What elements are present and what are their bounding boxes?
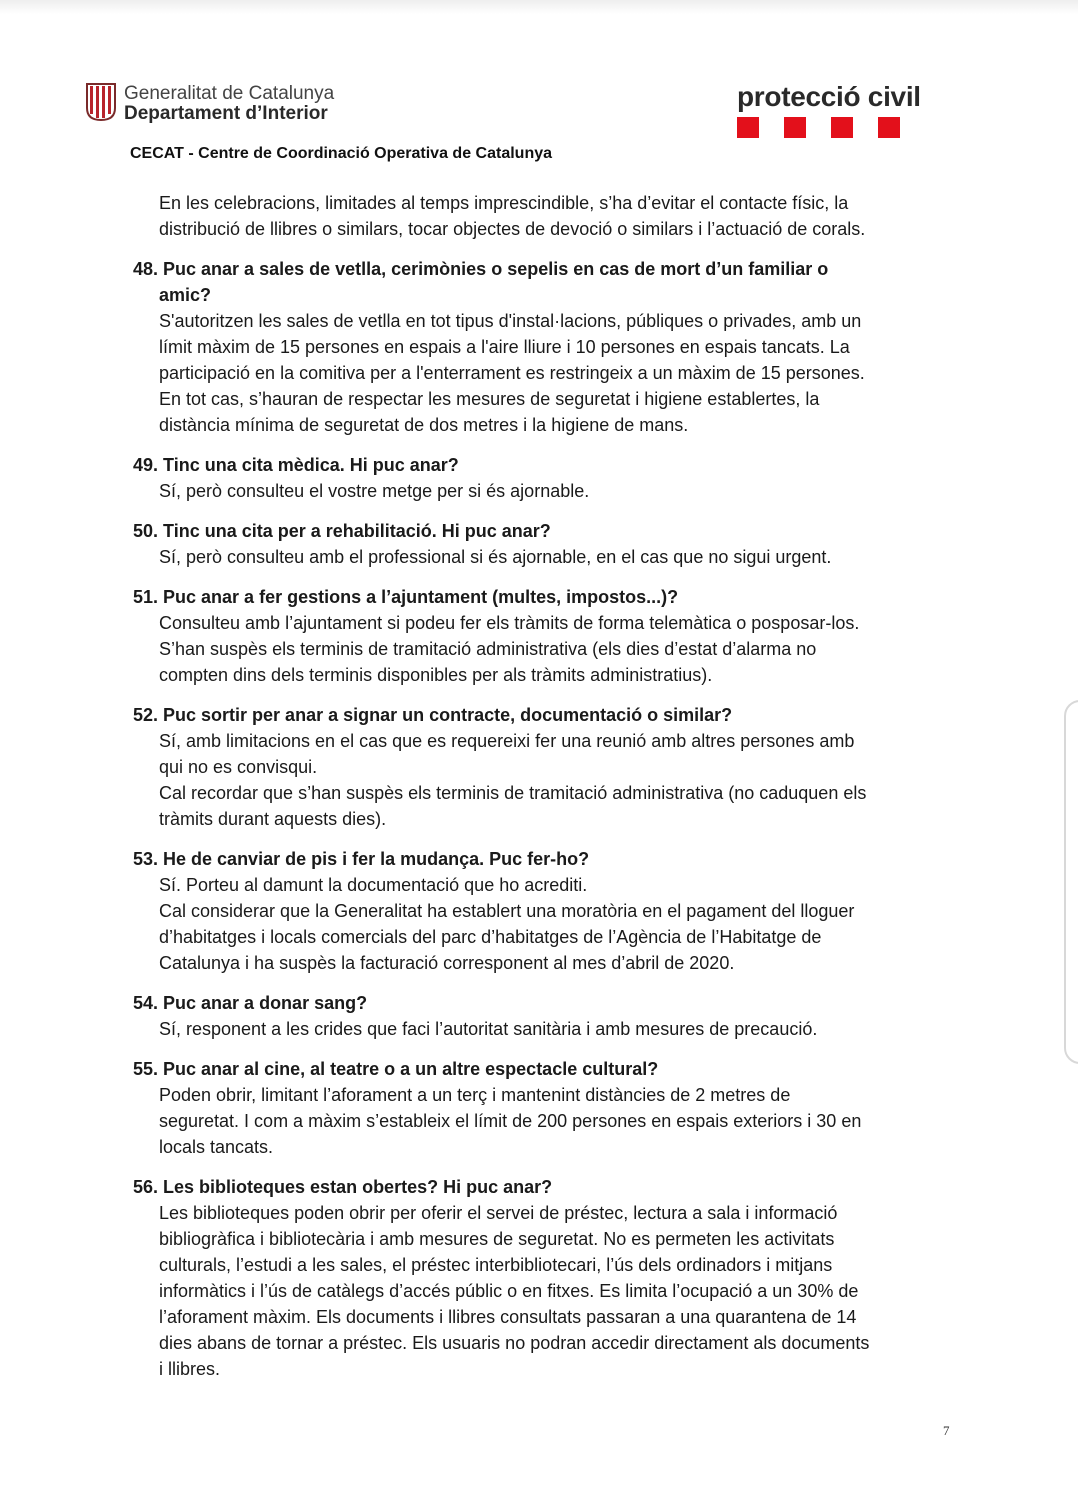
red-squares-icon [737,117,925,138]
text-line: Sí, però consulteu amb el professional si és ajornable, en el cas que no sigui urgent. [159,547,832,567]
text-line: informàtics i l’ús de catàlegs d’accés públic o en fitxes. Es limita l’ocupació a un 30% de [159,1281,859,1301]
faq-answer [133,308,963,438]
faq-question [133,702,963,728]
text-line: Poden obrir, limitant l’aforament a un terç i mantenint distàncies de 2 metres de [159,1085,791,1105]
text-line: d’habitatges i locals comercials del parc d’habitatges de l’Agència de l’Habitatge de [159,927,822,947]
faq-question [133,584,963,610]
faq-answer [133,1016,963,1042]
text-line: S’han suspès els terminis de tramitació administrativa (els dies d’estat d’alarma no [159,639,817,659]
faq-item [133,1174,963,1382]
gencat-coat-of-arms-icon [85,82,117,122]
faq-answer [133,1082,963,1160]
text-line: Les biblioteques poden obrir per oferir el servei de préstec, lectura a sala i informació [159,1203,838,1223]
text-line: locals tancats. [159,1137,274,1157]
text-line: 51. Puc anar a fer gestions a l’ajuntament (multes, impostos...)? [133,587,679,607]
text-line: Cal recordar que s’han suspès els terminis de tramitació administrativa (no caduquen els [159,783,867,803]
gencat-name: Generalitat de Catalunya [124,83,335,104]
intro-paragraph [133,190,963,242]
faq-answer [133,544,963,570]
text-line: 56. Les biblioteques estan obertes? Hi puc anar? [133,1177,553,1197]
text-line: S'autoritzen les sales de vetlla en tot tipus d'instal·lacions, públiques o privades, amb un [159,311,862,331]
text-line: Sí. Porteu al damunt la documentació que ho acrediti. [159,875,588,895]
cecat-subtitle: CECAT - Centre de Coordinació Operativa de Catalunya [130,145,553,162]
text-line: distribució de llibres o similars, tocar objectes de devoció o similars i l’actuació de corals. [159,219,866,239]
text-line: dies abans de tornar a préstec. Els usuaris no podran accedir directament als documents [159,1333,870,1353]
faq-question [133,518,963,544]
text-line: 50. Tinc una cita per a rehabilitació. Hi puc anar? [133,521,551,541]
faq-list [133,256,963,1382]
text-line: tràmits durant aquests dies). [159,809,387,829]
faq-question [133,846,963,872]
text-line: 48. Puc anar a sales de vetlla, cerimònies o sepelis en cas de mort d’un familiar o [133,259,829,279]
faq-item [133,846,963,976]
department-name: Departament d’Interior [124,103,328,124]
faq-question [133,1056,963,1082]
faq-item [133,990,963,1042]
faq-answer [133,872,963,976]
text-line: Cal considerar que la Generalitat ha establert una moratòria en el pagament del lloguer [159,901,855,921]
text-line: participació en la comitiva per a l'enterrament es restringeix a un màxim de 15 persones. [159,363,865,383]
faq-answer [133,610,963,688]
faq-question [133,1174,963,1200]
faq-question [133,256,963,308]
text-line: 49. Tinc una cita mèdica. Hi puc anar? [133,455,459,475]
page-number: 7 [943,1423,950,1438]
faq-item [133,518,963,570]
text-line: 53. He de canviar de pis i fer la mudança. Puc fer-ho? [133,849,590,869]
faq-content [133,190,963,1382]
text-line: En tot cas, s’hauran de respectar les mesures de seguretat i higiene establertes, la [159,389,820,409]
text-line: seguretat. I com a màxim s’estableix el límit de 200 persones en espais exteriors i 30 en [159,1111,862,1131]
scroll-handle[interactable] [1064,700,1078,1064]
text-line: Sí, però consulteu el vostre metge per si és ajornable. [159,481,590,501]
faq-item [133,452,963,504]
text-line: Catalunya i ha suspès la facturació corresponent al mes d’abril de 2020. [159,953,735,973]
text-line: l’aforament màxim. Els documents i llibres consultats passaran a una quarantena de 14 [159,1307,857,1327]
gencat-logo-text [124,84,334,124]
text-line: bibliogràfica i bibliotecària i amb mesures de seguretat. No es permeten les activitats [159,1229,835,1249]
text-line: distància mínima de seguretat de dos metres i la higiene de mans. [159,415,689,435]
text-line: 55. Puc anar al cine, al teatre o a un altre espectacle cultural? [133,1059,659,1079]
text-line: qui no es convisqui. [159,757,318,777]
top-shadow-bar [0,0,1078,14]
text-line: 52. Puc sortir per anar a signar un contracte, documentació o similar? [133,705,733,725]
text-line: Sí, responent a les crides que faci l’autoritat sanitària i amb mesures de precaució. [159,1019,818,1039]
text-line: límit màxim de 15 persones en espais a l'aire lliure i 10 persones en espais tancats. La [159,337,850,357]
faq-item [133,702,963,832]
faq-item [133,584,963,688]
text-line: Consulteu amb l’ajuntament si podeu fer els tràmits de forma telemàtica o posposar-los. [159,613,860,633]
proteccio-civil-logo [737,82,925,138]
faq-answer [133,478,963,504]
faq-item [133,256,963,438]
proteccio-civil-title: protecció civil [737,81,921,112]
text-line: En les celebracions, limitades al temps imprescindible, s’ha d’evitar el contacte físic, la [159,193,849,213]
faq-answer [133,1200,963,1382]
faq-question [133,990,963,1016]
text-line: Sí, amb limitacions en el cas que es requereixi fer una reunió amb altres persones amb [159,731,855,751]
faq-question [133,452,963,478]
faq-item [133,1056,963,1160]
text-line: i llibres. [159,1359,221,1379]
text-line: amic? [159,285,212,305]
faq-answer [133,728,963,832]
text-line: 54. Puc anar a donar sang? [133,993,368,1013]
text-line: culturals, l’estudi a les sales, el préstec interbibliotecari, l’ús dels ordinadors i mitjans [159,1255,833,1275]
text-line: compten dins dels terminis disponibles per als tràmits administratius). [159,665,713,685]
